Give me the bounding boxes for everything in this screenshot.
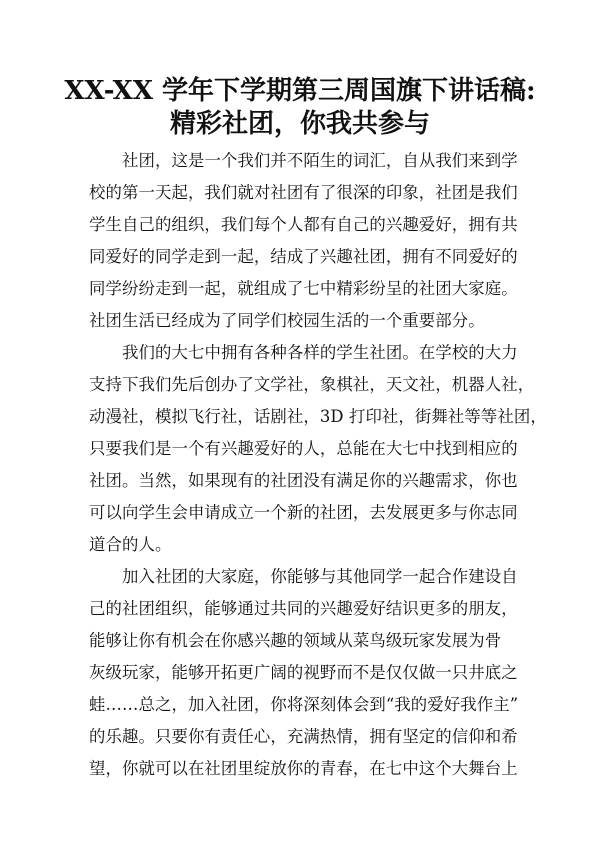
paragraph-1-line-6: 社团生活已经成为了同学们校园生活的一个重要部分。: [89, 311, 485, 330]
paragraph-1-line-1: 社团，这是一个我们并不陌生的词汇，自从我们来到学: [122, 151, 518, 170]
paragraph-2-line-1: 我们的大七中拥有各种各样的学生社团。在学校的大力: [122, 343, 518, 362]
paragraph-1-line-3: 学生自己的组织，我们每个人都有自己的兴趣爱好，拥有共: [89, 215, 518, 234]
document-title-line-2: 精彩社团，你我共参与: [169, 109, 430, 139]
paragraph-3-line-2: 己的社团组织，能够通过共同的兴趣爱好结识更多的朋友，: [89, 599, 518, 618]
paragraph-2-line-7: 道合的人。: [89, 535, 172, 554]
paragraph-3-line-7: 望，你就可以在社团里绽放你的青春，在七中这个大舞台上: [89, 759, 518, 778]
paragraph-1-line-4: 同爱好的同学走到一起，结成了兴趣社团，拥有不同爱好的: [89, 247, 518, 266]
paragraph-3-line-1: 加入社团的大家庭，你能够与其他同学一起合作建设自: [122, 567, 518, 586]
paragraph-3-line-6: 的乐趣。只要你有责任心，充满热情，拥有坚定的信仰和希: [89, 727, 518, 746]
paragraph-3-line-3: 能够让你有机会在你感兴趣的领域从菜鸟级玩家发展为骨: [89, 631, 502, 650]
paragraph-3-line-4: 灰级玩家，能够开拓更广阔的视野而不是仅仅做一只井底之: [89, 663, 518, 682]
paragraph-1-line-2: 校的第一天起，我们就对社团有了很深的印象，社团是我们: [89, 183, 518, 202]
paragraph-2-line-2: 支持下我们先后创办了文学社，象棋社，天文社，机器人社，: [89, 375, 535, 394]
paragraph-1-line-5: 同学纷纷走到一起，就组成了七中精彩纷呈的社团大家庭。: [89, 279, 518, 298]
paragraph-3-line-5: 蛙……总之，加入社团，你将深刻体会到“我的爱好我作主”: [89, 695, 519, 714]
document-title-line-1: XX-XX 学年下学期第三周国旗下讲话稿:: [64, 76, 536, 106]
paragraph-2-line-4: 只要我们是一个有兴趣爱好的人，总能在大七中找到相应的: [89, 439, 518, 458]
paragraph-2-line-5: 社团。当然，如果现有的社团没有满足你的兴趣需求，你也: [89, 471, 518, 490]
paragraph-2-line-3: 动漫社，模拟飞行社，话剧社，3D 打印社，街舞社等等社团，: [89, 407, 547, 426]
paragraph-2-line-6: 可以向学生会申请成立一个新的社团，去发展更多与你志同: [89, 503, 518, 522]
